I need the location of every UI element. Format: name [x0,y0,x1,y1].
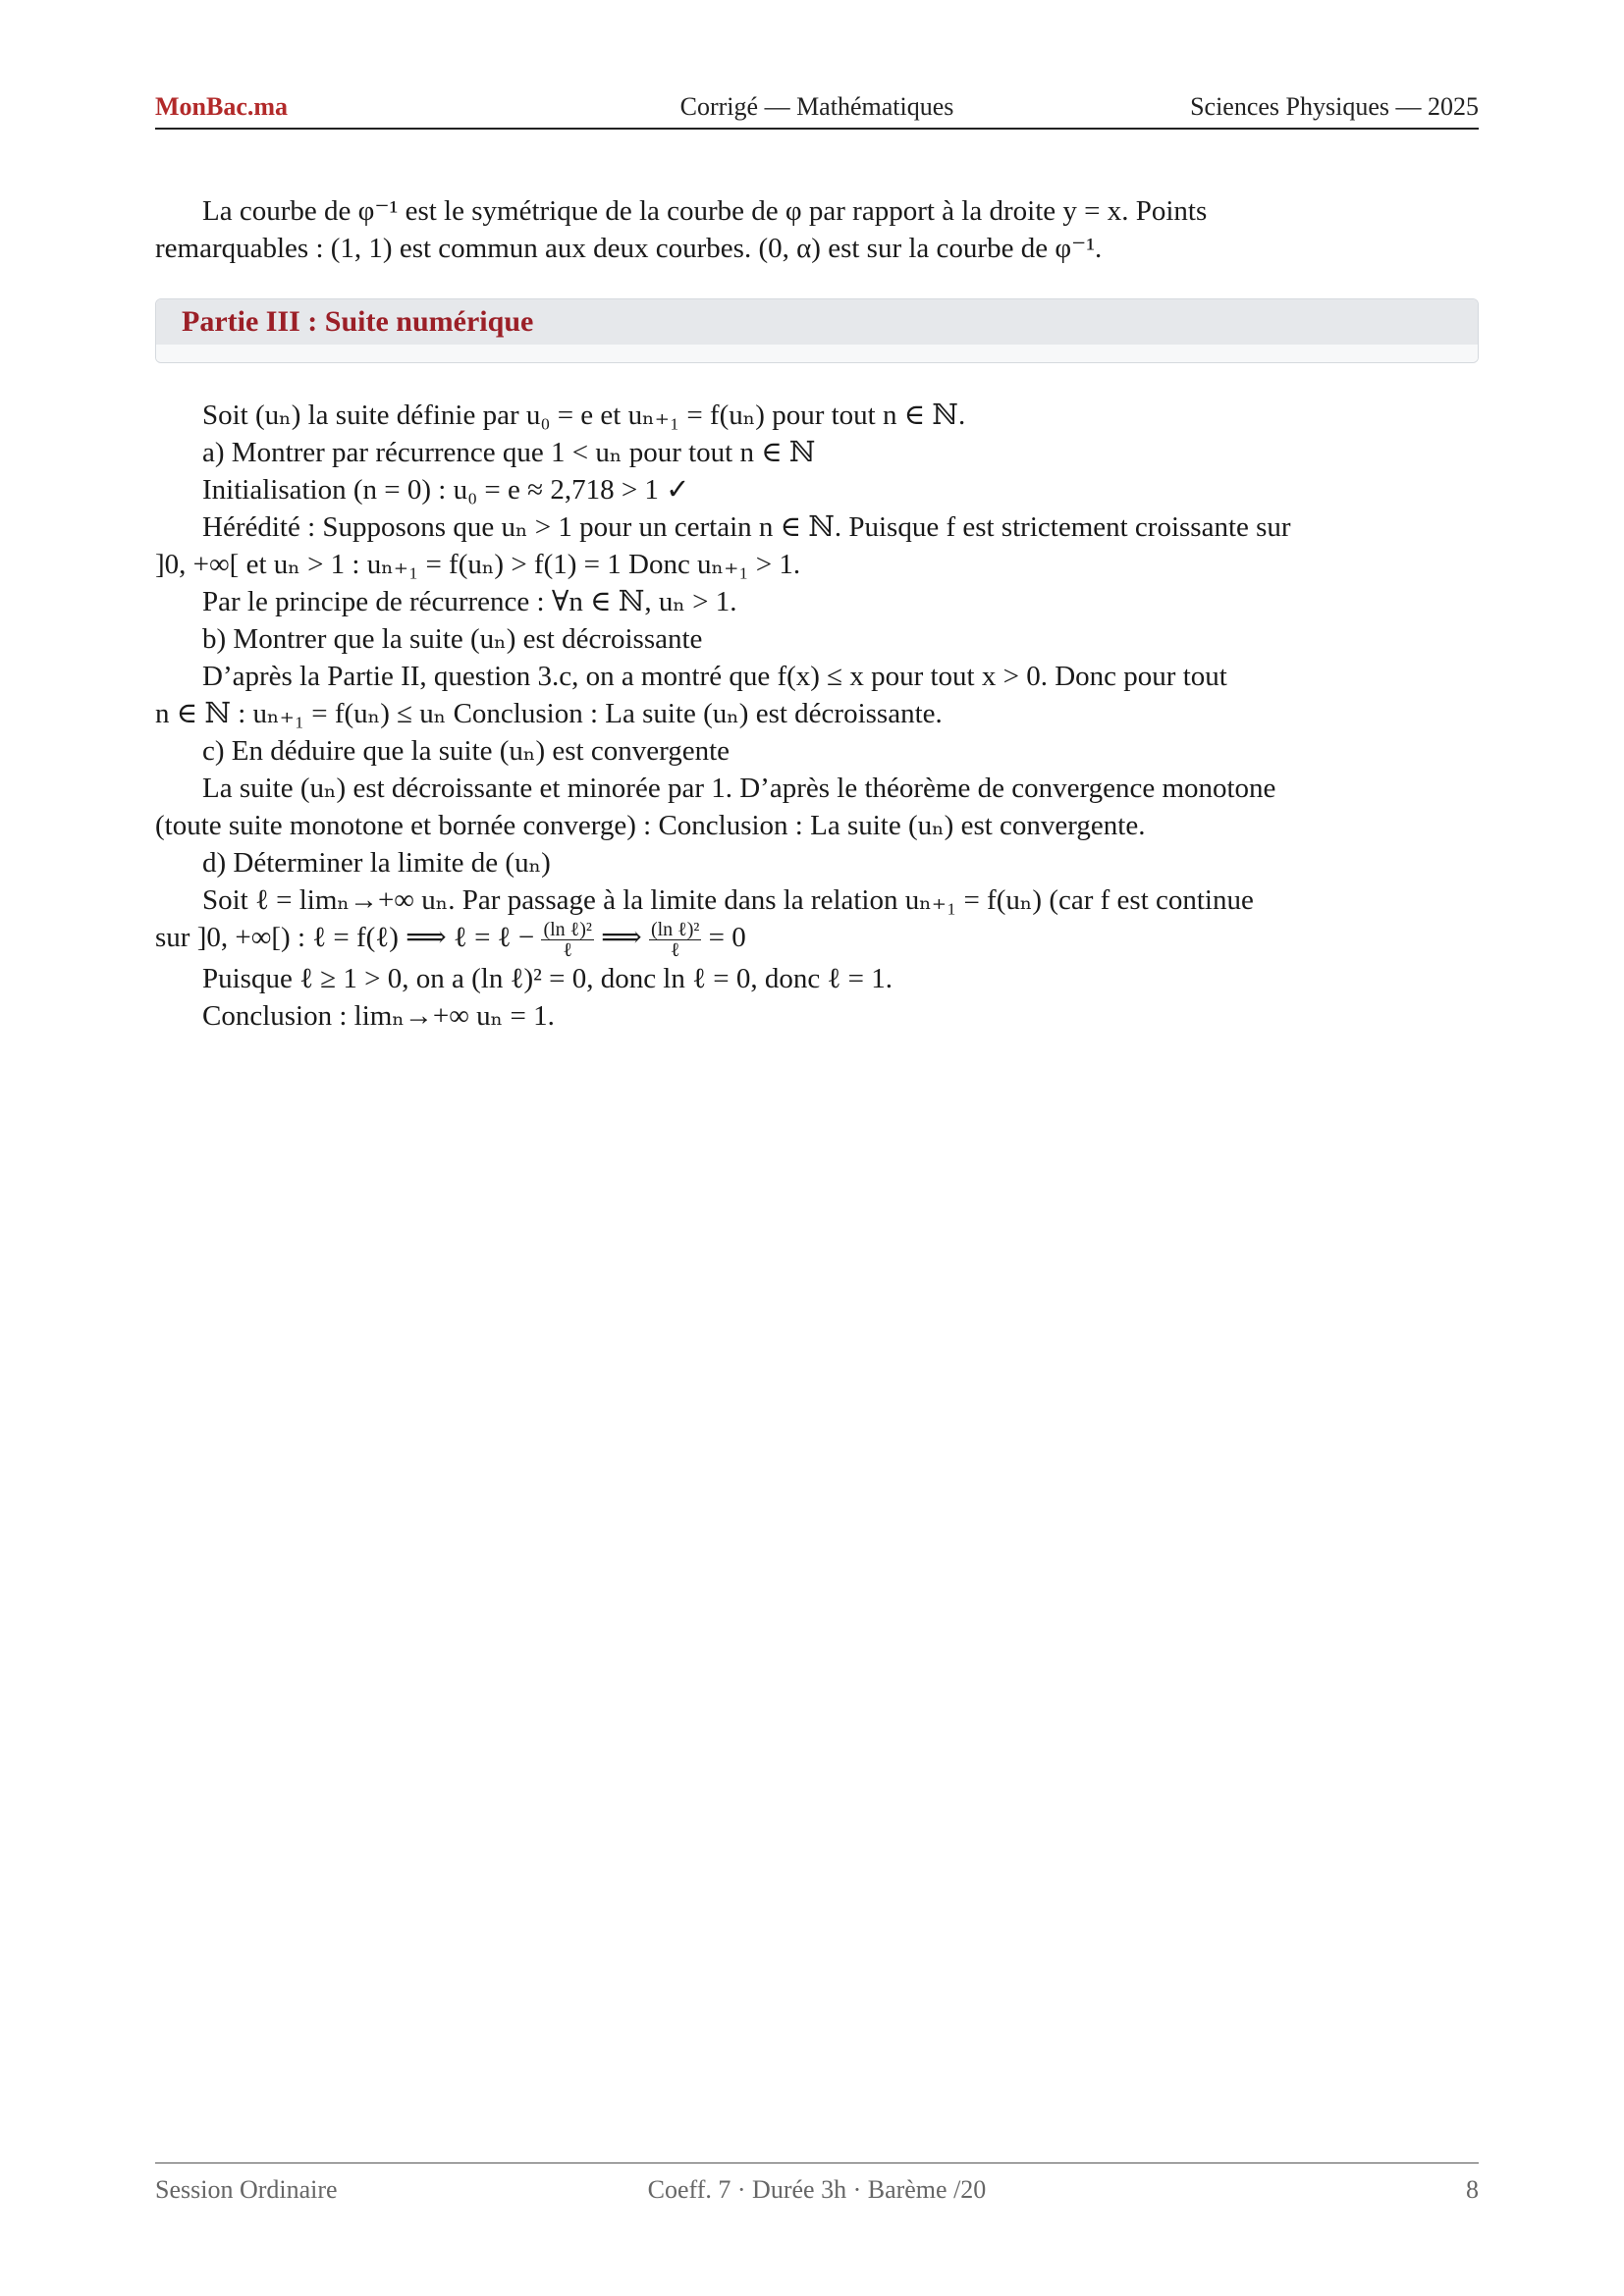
equation-prefix: sur ]0, +∞[) : ℓ = f(ℓ) ⟹ ℓ = ℓ − [155,922,535,953]
text-line: ]0, +∞[ et uₙ > 1 : uₙ₊₁ = f(uₙ) > f(1) = 1 Donc uₙ₊₁ > 1. [155,549,801,580]
fraction [541,920,593,960]
text-line: Soit (uₙ) la suite définie par u₀ = e et uₙ₊₁ = f(uₙ) pour tout n ∈ ℕ. [202,400,966,431]
page-footer [155,2163,1479,2207]
section-box-body [156,345,1478,362]
footer-info: Coeff. 7 · Durée 3h · Barème /20 [647,2175,987,2204]
text-line: Soit ℓ = limₙ→+∞ uₙ. Par passage à la limite dans la relation uₙ₊₁ = f(uₙ) (car f est continue [202,884,1254,916]
section-box [155,298,1479,363]
intro-paragraph [155,192,1479,267]
fraction-numerator: (ln ℓ)² [543,918,592,940]
text-line: La suite (uₙ) est décroissante et minorée par 1. D’après le théorème de convergence monotone [202,773,1276,804]
intro-line-2: remarquables : (1, 1) est commun aux deux courbes. (0, α) est sur la courbe de φ⁻¹. [155,233,1103,264]
fraction-denominator: ℓ [563,938,572,961]
brand-logo[interactable]: MonBac.ma [155,92,289,121]
text-line: Initialisation (n = 0) : u₀ = e ≈ 2,718 > 1 ✓ [202,474,690,506]
question-c: c) En déduire que la suite (uₙ) est convergente [202,735,731,767]
question-b: b) Montrer que la suite (uₙ) est décroissante [202,623,703,655]
header-title: Corrigé — Mathématiques [679,92,954,121]
text-line: (toute suite monotone et bornée converge) : Conclusion : La suite (uₙ) est convergente. [155,810,1146,841]
intro-line-1: La courbe de φ⁻¹ est le symétrique de la courbe de φ par rapport à la droite y = x. Points [202,195,1208,227]
text-line: n ∈ ℕ : uₙ₊₁ = f(uₙ) ≤ uₙ Conclusion : La suite (uₙ) est décroissante. [155,698,943,729]
page-header [155,90,1479,130]
text-line: Hérédité : Supposons que uₙ > 1 pour un certain n ∈ ℕ. Puisque f est strictement croissante sur [202,511,1291,543]
header-subject: Sciences Physiques — 2025 [1190,92,1479,121]
fraction-denominator: ℓ [670,938,680,961]
conclusion-line: Conclusion : limₙ→+∞ uₙ = 1. [202,999,555,1032]
page-number: 8 [1466,2175,1479,2204]
equation-suffix: = 0 [708,922,746,953]
section-title: Partie III : Suite numérique [156,299,1478,345]
question-d: d) Déterminer la limite de (uₙ) [202,847,551,879]
text-line: Par le principe de récurrence : ∀n ∈ ℕ, uₙ > 1. [202,586,737,617]
equation-line [155,919,1479,960]
implies-symbol: ⟹ [601,922,642,953]
question-a: a) Montrer par récurrence que 1 < uₙ pour tout n ∈ ℕ [202,437,816,468]
text-line: D’après la Partie II, question 3.c, on a montré que f(x) ≤ x pour tout x > 0. Donc pour tout [202,661,1227,692]
text-line: Puisque ℓ ≥ 1 > 0, on a (ln ℓ)² = 0, donc ln ℓ = 0, donc ℓ = 1. [202,962,893,994]
fraction-numerator: (ln ℓ)² [650,918,700,940]
footer-session: Session Ordinaire [155,2175,338,2204]
fraction [649,920,701,960]
page-content [155,192,1479,1035]
